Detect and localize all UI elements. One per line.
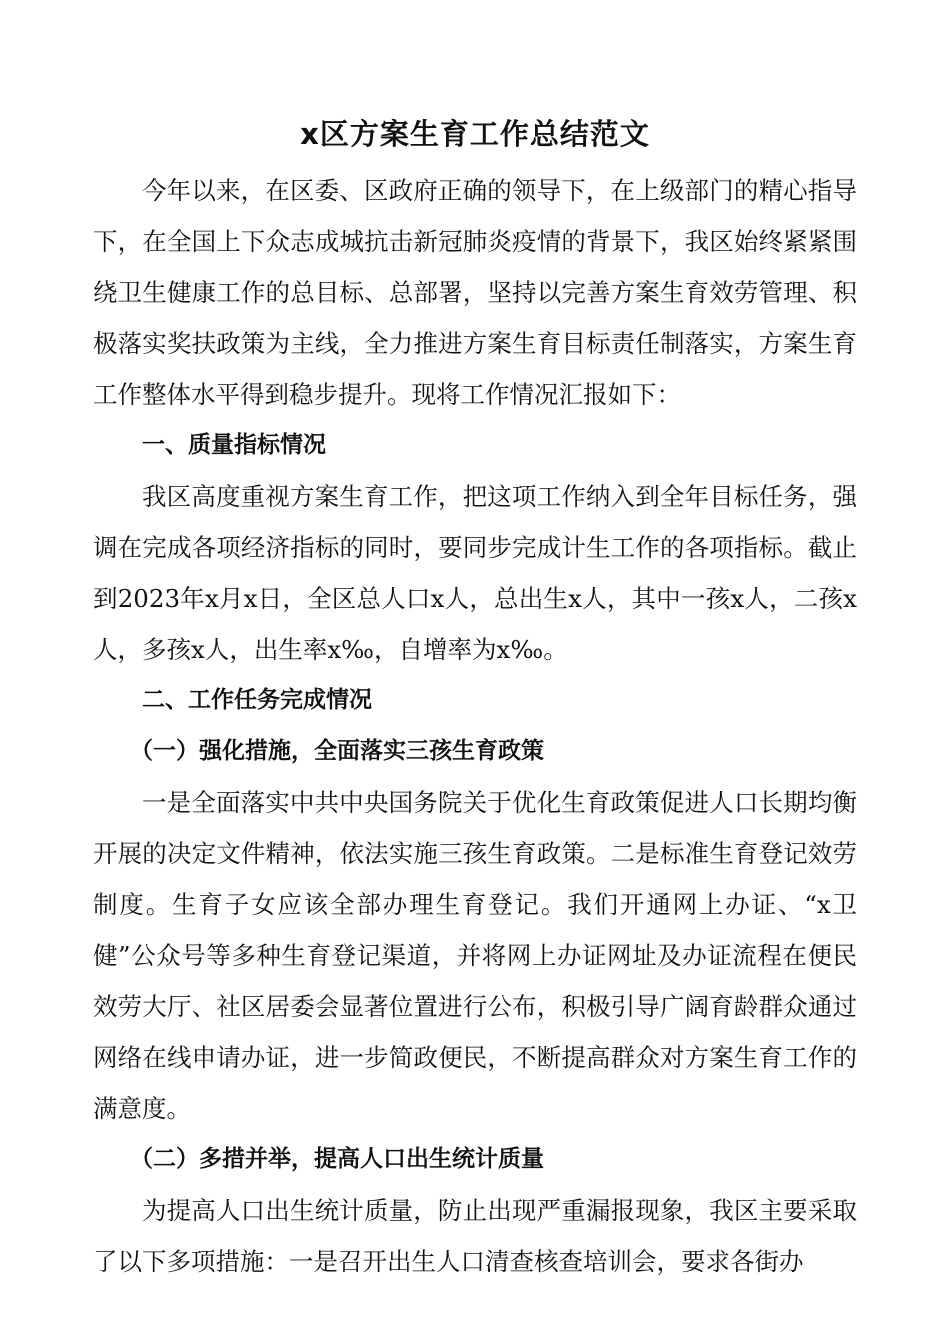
subsection-1-paragraph: 一是全面落实中共中央国务院关于优化生育政策促进人口长期均衡开展的决定文件精神，依法实施三孩生育政策。二是标准生育登记效劳制度。生育子女应该全部办理生育登记。我们开通网上办证、“x卫健”公众号等多种生育登记渠道，并将网上办证网址及办证流程在便民效劳大厅、社区居委会显著位置进行公布，积极引导广阔育龄群众通过网络在线申请办证，进一步简政便民，不断提高群众对方案生育工作的满意度。 xyxy=(93,788,857,1123)
section-2-heading: 二、工作任务完成情况 xyxy=(142,687,372,713)
document-body xyxy=(93,165,857,1287)
subsection-1-heading: （一）强化措施，全面落实三孩生育政策 xyxy=(130,738,544,764)
intro-paragraph: 今年以来，在区委、区政府正确的领导下，在上级部门的精心指导下，在全国上下众志成城抗击新冠肺炎疫情的背景下，我区始终紧紧围绕卫生健康工作的总目标、总部署，坚持以完善方案生育效劳管理、积极落实奖扶政策为主线，全力推进方案生育目标责任制落实，方案生育工作整体水平得到稳步提升。现将工作情况汇报如下： xyxy=(93,176,857,409)
section-1-paragraph: 我区高度重视方案生育工作，把这项工作纳入到全年目标任务，强调在完成各项经济指标的同时，要同步完成计生工作的各项指标。截止到2023年x月x日，全区总人口x人，总出生x人，其中一孩x人，二孩x人，多孩x人，出生率x‰，自增率为x‰。 xyxy=(93,482,857,664)
subsection-2-heading: （二）多措并举，提高人口出生统计质量 xyxy=(130,1146,544,1172)
section-1-heading: 一、质量指标情况 xyxy=(142,432,326,458)
document-title: x区方案生育工作总结范文 xyxy=(300,117,650,151)
subsection-2-paragraph: 为提高人口出生统计质量，防止出现严重漏报现象，我区主要采取了以下多项措施：一是召开出生人口清查核查培训会，要求各街办 xyxy=(93,1196,857,1276)
